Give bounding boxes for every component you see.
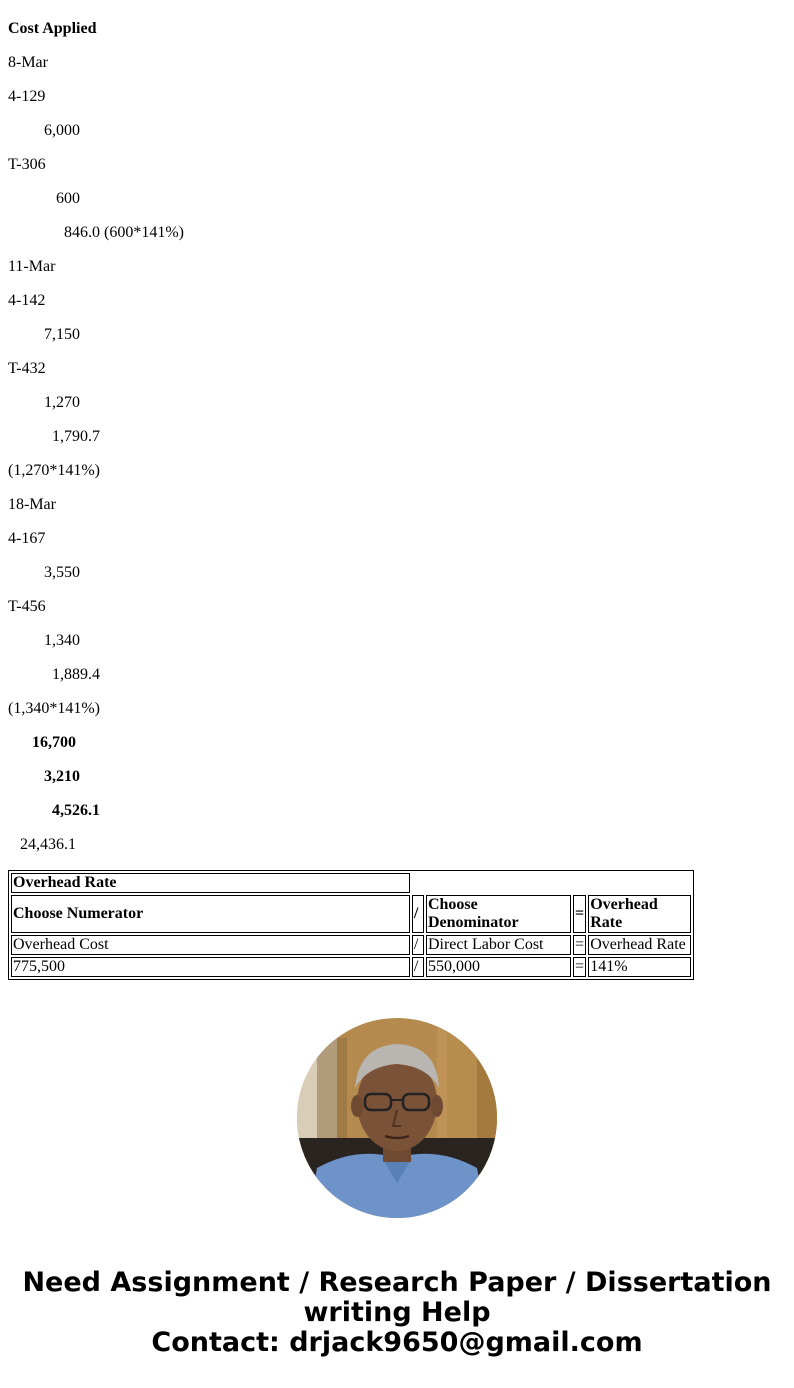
entry-overhead: 1,790.7: [52, 428, 100, 445]
entry-labor: 1,340: [44, 632, 80, 649]
header-denominator: Choose Denominator: [426, 895, 571, 933]
entry-materials: 3,550: [44, 564, 80, 581]
section-heading: Cost Applied: [8, 20, 97, 37]
header-result: Overhead Rate: [588, 895, 691, 933]
empty-cell: [412, 873, 691, 893]
cell-numerator: Overhead Cost: [11, 935, 410, 955]
entry-overhead-calc: (1,270*141%): [8, 462, 100, 479]
table-title-row: [11, 873, 691, 893]
overhead-rate-table: [8, 870, 694, 980]
entry-job: 4-167: [8, 530, 46, 547]
entry-overhead: 1,889.4: [52, 666, 100, 683]
grand-total: 24,436.1: [20, 836, 76, 853]
entry-materials: 7,150: [44, 326, 80, 343]
cell-equals-sign: =: [573, 935, 586, 955]
header-equals-sign: =: [573, 895, 586, 933]
person-portrait-icon: [297, 1018, 497, 1218]
cell-denominator: Direct Labor Cost: [426, 935, 571, 955]
total-materials: 16,700: [32, 734, 76, 751]
entry-ticket: T-306: [8, 156, 46, 173]
cell-result: Overhead Rate: [588, 935, 691, 955]
entry-job: 4-142: [8, 292, 46, 309]
cell-result: 141%: [588, 957, 691, 977]
author-avatar: [297, 1018, 497, 1218]
entry-labor: 1,270: [44, 394, 80, 411]
cell-denominator: 550,000: [426, 957, 571, 977]
table-row: [11, 935, 691, 955]
cell-numerator: 775,500: [11, 957, 410, 977]
table-title: Overhead Rate: [11, 873, 410, 893]
entry-date: 11-Mar: [8, 258, 56, 275]
entry-ticket: T-432: [8, 360, 46, 377]
entry-date: 8-Mar: [8, 54, 48, 71]
cell-divide-sign: /: [412, 957, 424, 977]
promo-line: writing Help: [303, 1297, 491, 1328]
entry-date: 18-Mar: [8, 496, 56, 513]
promo-banner: [0, 1268, 794, 1358]
total-labor: 3,210: [44, 768, 80, 785]
entry-job: 4-129: [8, 88, 46, 105]
entry-labor: 600: [56, 190, 80, 207]
entry-materials: 6,000: [44, 122, 80, 139]
header-divide-sign: /: [412, 895, 424, 933]
entry-overhead-calc: (1,340*141%): [8, 700, 100, 717]
table-header-row: [11, 895, 691, 933]
entry-ticket: T-456: [8, 598, 46, 615]
cell-divide-sign: /: [412, 935, 424, 955]
promo-line: Need Assignment / Research Paper / Dissertation: [22, 1267, 772, 1298]
header-numerator: Choose Numerator: [11, 895, 410, 933]
table-row: [11, 957, 691, 977]
cell-equals-sign: =: [573, 957, 586, 977]
promo-contact: Contact: drjack9650@gmail.com: [151, 1327, 643, 1358]
total-overhead: 4,526.1: [52, 802, 100, 819]
entry-overhead: 846.0 (600*141%): [64, 224, 184, 241]
